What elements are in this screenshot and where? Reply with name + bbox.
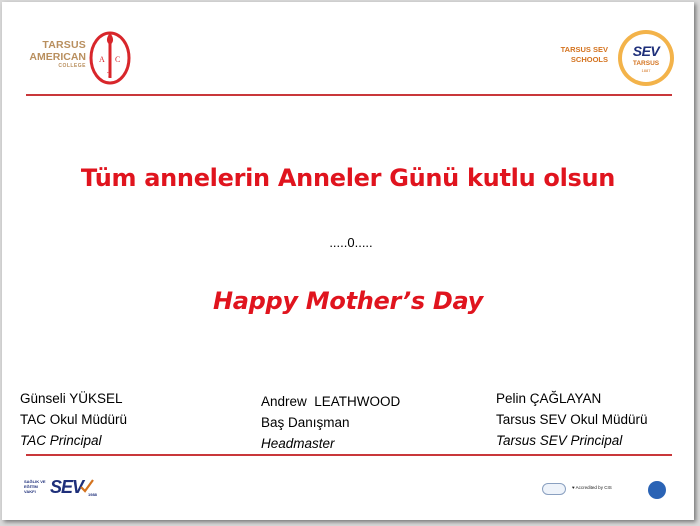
slide xyxy=(2,2,694,520)
tac-emblem-icon xyxy=(88,30,132,86)
check-swoosh-icon xyxy=(80,479,94,493)
ib-logo-icon xyxy=(648,481,666,499)
signature-title-tr: Tarsus SEV Okul Müdürü xyxy=(496,412,648,427)
accreditation-logos xyxy=(542,479,672,501)
signature-tac-principal xyxy=(20,388,127,451)
svg-text:T: T xyxy=(107,71,112,79)
separator-text: .....0..... xyxy=(329,235,373,250)
sev-foundation-small-text xyxy=(24,479,46,494)
sev-foundation-year: 1988 xyxy=(88,492,97,497)
tarsus-sev-logo-line2: SCHOOLS xyxy=(570,55,608,64)
signature-name: Günseli YÜKSEL xyxy=(20,391,123,406)
header-divider xyxy=(26,94,672,96)
signature-title-en: Headmaster xyxy=(261,436,335,451)
signature-title-tr: TAC Okul Müdürü xyxy=(20,412,128,427)
signature-name: Andrew LEATHWOOD xyxy=(261,394,401,409)
signature-sev-principal xyxy=(496,388,648,451)
sev-foundation-logo xyxy=(24,477,104,501)
signature-headmaster xyxy=(261,391,400,454)
footer-divider xyxy=(26,454,672,456)
signature-title-en: TAC Principal xyxy=(20,433,102,448)
sev-badge-word: SEV xyxy=(632,43,660,59)
sev-badge-year: 1887 xyxy=(641,68,651,73)
sev-foundation-small-line: EĞİTİM xyxy=(24,484,38,489)
accreditation-text: ♥ Accredited by CIS xyxy=(572,485,612,490)
tac-logo-line2: AMERICAN xyxy=(29,50,86,63)
accreditation-badge-icon xyxy=(542,483,566,495)
tarsus-sev-logo-text xyxy=(561,45,608,65)
signature-title-en: Tarsus SEV Principal xyxy=(496,433,623,448)
svg-text:A: A xyxy=(99,55,105,64)
sev-foundation-word: SEV xyxy=(50,477,84,497)
tarsus-sev-logo-line1: TARSUS SEV xyxy=(560,45,608,54)
tarsus-sev-logo xyxy=(524,30,674,86)
tac-logo xyxy=(24,30,134,88)
sev-foundation-small-line: VAKFI xyxy=(24,489,36,494)
tac-logo-line3: COLLEGE xyxy=(58,63,86,69)
tac-logo-text xyxy=(24,40,86,69)
sev-badge-sub: TARSUS xyxy=(632,60,660,67)
sev-foundation-small-line: SAĞLIK VE xyxy=(24,479,46,484)
tac-logo-line1: TARSUS xyxy=(42,39,86,51)
english-greeting: Happy Mother’s Day xyxy=(212,287,484,315)
svg-text:C: C xyxy=(115,55,121,64)
turkish-greeting: Tüm annelerin Anneler Günü kutlu olsun xyxy=(80,164,616,192)
signature-name: Pelin ÇAĞLAYAN xyxy=(496,391,602,406)
signature-title-tr: Baş Danışman xyxy=(261,415,350,430)
sev-badge-icon xyxy=(618,30,674,86)
